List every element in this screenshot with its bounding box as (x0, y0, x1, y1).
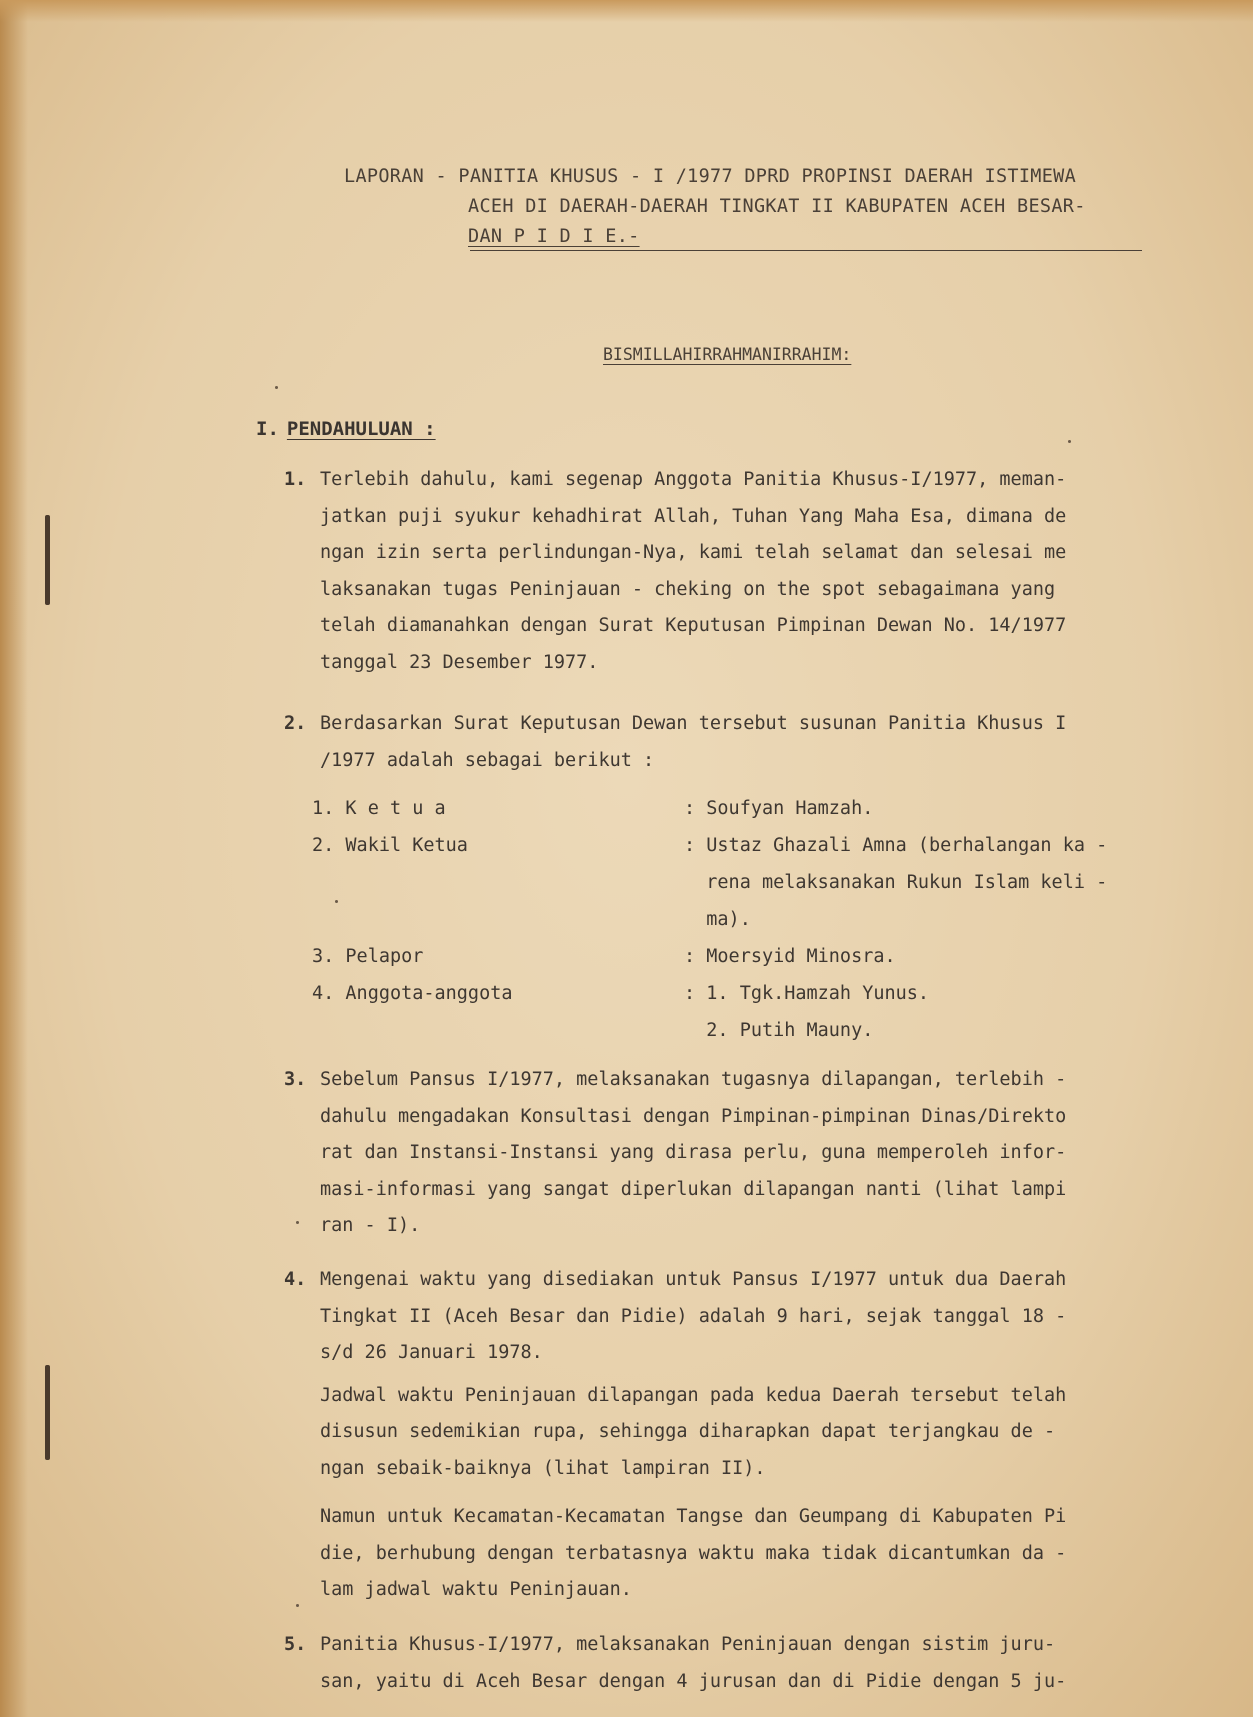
title-underline (470, 250, 1142, 251)
title-line-3: DAN P I D I E.- (468, 226, 640, 247)
paper-speck (335, 900, 338, 903)
paragraph-number: 5. (284, 1634, 307, 1655)
text-line: jatkan puji syukur kehadhirat Allah, Tuhan Yang Maha Esa, dimana de (320, 505, 1067, 527)
text-line: masi-informasi yang sangat diperlukan dilapangan nanti (lihat lampi (320, 1178, 1067, 1200)
text-line: Sebelum Pansus I/1977, melaksanakan tugasnya dilapangan, terlebih - (320, 1069, 1067, 1090)
member-role: 1. K e t u a (312, 798, 446, 819)
text-line: /1977 adalah sebagai berikut : (320, 749, 655, 771)
text-line: san, yaitu di Aceh Besar dengan 4 jurusan dan di Pidie dengan 5 ju- (320, 1670, 1067, 1692)
paper-speck (296, 1604, 299, 1607)
paragraph-3 (284, 1062, 1154, 1245)
paragraph-2 (284, 706, 1154, 779)
member-name: ma). (684, 909, 751, 930)
text-line: Jadwal waktu Peninjauan dilapangan pada kedua Daerah tersebut telah (320, 1384, 1067, 1406)
member-name: : 1. Tgk.Hamzah Yunus. (684, 983, 930, 1004)
text-line: laksanakan tugas Peninjauan - cheking on the spot sebagaimana yang (320, 578, 1056, 600)
paragraph-5 (284, 1627, 1154, 1700)
paper-speck (1068, 440, 1071, 443)
text-line: Tingkat II (Aceh Besar dan Pidie) adalah 9 hari, sejak tanggal 18 - (320, 1305, 1067, 1327)
member-name: 2. Putih Mauny. (684, 1020, 874, 1041)
member-name: : Soufyan Hamzah. (684, 798, 874, 819)
text-line: die, berhubung dengan terbatasnya waktu maka tidak dicantumkan da - (320, 1542, 1067, 1564)
paragraph-4 (284, 1262, 1154, 1609)
text-line: tanggal 23 Desember 1977. (320, 651, 599, 673)
page-edge-shadow (0, 0, 28, 1717)
text-line: Berdasarkan Surat Keputusan Dewan tersebut susunan Panitia Khusus I (320, 713, 1067, 734)
text-line: telah diamanahkan dengan Surat Keputusan Pimpinan Dewan No. 14/1977 (320, 615, 1067, 636)
text-line: Panitia Khusus-I/1977, melaksanakan Peninjauan dengan sistim juru- (320, 1634, 1056, 1655)
member-role: 2. Wakil Ketua (312, 835, 468, 856)
paragraph-number: 1. (284, 469, 307, 490)
text-line: Mengenai waktu yang disediakan untuk Pansus I/1977 untuk dua Daerah (320, 1269, 1067, 1290)
text-line: ngan izin serta perlindungan-Nya, kami telah selamat dan selesai me (320, 542, 1067, 563)
title-line-2: ACEH DI DAERAH-DAERAH TINGKAT II KABUPATEN ACEH BESAR- (468, 196, 1086, 217)
page-top-shadow (0, 0, 1253, 22)
paragraph-number: 4. (284, 1269, 307, 1290)
section-heading (256, 418, 436, 440)
paragraph-number: 2. (284, 713, 307, 734)
report-title (344, 162, 1144, 252)
paper-speck (275, 386, 278, 389)
member-name: rena melaksanakan Rukun Islam keli - (684, 872, 1108, 893)
title-line-1: LAPORAN - PANITIA KHUSUS - I /1977 DPRD PROPINSI DAERAH ISTIMEWA (344, 166, 1077, 187)
member-role: 4. Anggota-anggota (312, 983, 513, 1004)
text-line: lam jadwal waktu Peninjauan. (320, 1579, 632, 1600)
text-line: rat dan Instansi-Instansi yang dirasa perlu, guna memperoleh infor- (320, 1142, 1067, 1163)
text-line: Namun untuk Kecamatan-Kecamatan Tangse dan Geumpang di Kabupaten Pi (320, 1506, 1067, 1527)
binder-mark (45, 1365, 50, 1460)
paragraph-1 (284, 462, 1154, 681)
text-line: ran - I). (320, 1215, 421, 1236)
member-name: : Ustaz Ghazali Amna (berhalangan ka - (684, 835, 1108, 856)
bismillah-heading: BISMILLAHIRRAHMANIRRAHIM: (603, 345, 852, 364)
paper-speck (296, 1221, 299, 1224)
binder-mark (45, 515, 50, 605)
text-line: ngan sebaik-baiknya (lihat lampiran II). (320, 1457, 766, 1479)
text-line: s/d 26 Januari 1978. (320, 1342, 543, 1363)
section-title: PENDAHULUAN : (286, 418, 436, 440)
text-line: disusun sedemikian rupa, sehingga diharapkan dapat terjangkau de - (320, 1421, 1056, 1442)
section-number: I. (256, 418, 279, 440)
paragraph-number: 3. (284, 1069, 307, 1090)
text-line: dahulu mengadakan Konsultasi dengan Pimpinan-pimpinan Dinas/Direkto (320, 1105, 1067, 1127)
member-role: 3. Pelapor (312, 946, 424, 967)
member-name: : Moersyid Minosra. (684, 946, 896, 967)
text-line: Terlebih dahulu, kami segenap Anggota Panitia Khusus-I/1977, meman- (320, 469, 1067, 490)
